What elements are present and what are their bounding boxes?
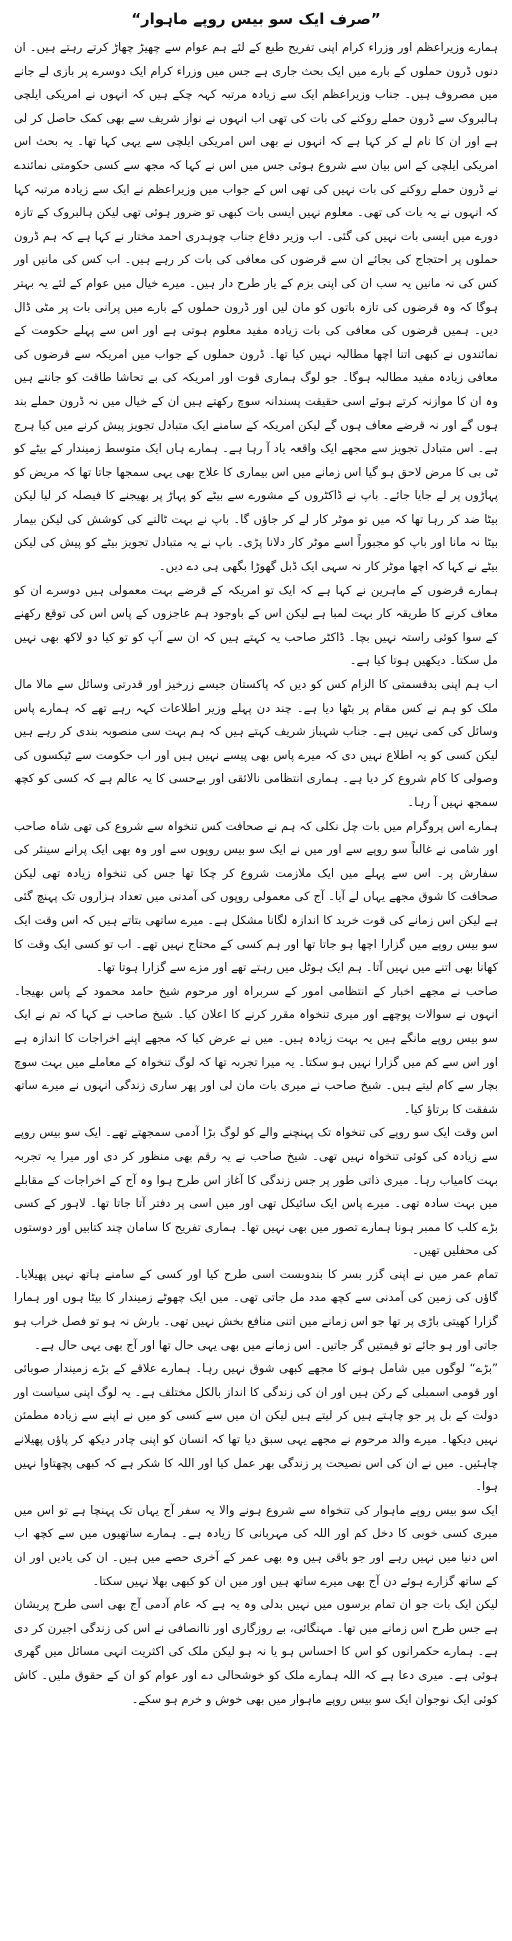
article-paragraph: ایک سو بیس روپے ماہوار کی تنخواہ سے شروع ہونے والا یہ سفر آج یہاں تک پہنچا ہے تو اس میں میری کسی خوبی کا دخل کم اور اللہ کی مہربانی کا زیادہ ہے۔ ہمارے ساتھیوں میں سے کچھ اب اس دنیا میں نہیں رہے اور جو باقی ہیں وہ بھی عمر کے آخری حصے میں ہیں۔ ان کی یادیں اور ان کے ساتھ گزارے ہوئے دن آج بھی میرے ساتھ ہیں اور میں ان کو کبھی بھلا نہیں سکتا۔ [14,1502,498,1588]
article-body [14,36,498,1711]
article-paragraph: لیکن ایک بات جو ان تمام برسوں میں نہیں بدلی وہ یہ ہے کہ عام آدمی آج بھی اسی طرح پریشان ہے جس طرح اس زمانے میں تھا۔ مہنگائی، بے روزگاری اور ناانصافی نے اس کی زندگی اجیرن کر دی ہے۔ ہمارے حکمرانوں کو اس کا احساس ہو یا نہ ہو لیکن ملک کی اکثریت انہی مسائل میں گھری ہوئی ہے۔ میری دعا ہے کہ اللہ ہمارے ملک کو خوشحالی دے اور عوام کو ان کے حقوق ملیں۔ کاش کوئی ایک نوجوان ایک سو بیس روپے ماہوار میں بھی خوش و خرم ہو سکے۔ [14,1597,498,1706]
article-paragraph: ہمارے اس پروگرام میں بات چل نکلی کہ ہم نے صحافت کس تنخواہ سے شروع کی تھی شاہ صاحب اور شامی نے غالباً سو روپے سے اور میں نے ایک سو بیس روپوں سے اور وہ بھی ایک پرانے سینئر کی سفارش پر۔ اس سے پہلے میں ایک ملازمت شروع کر چکا تھا جس کی تنخواہ زیادہ تھی لیکن صحافت کا شوق مجھے یہاں لے آیا۔ آج کی معمولی روپوں کی آمدنی میں تعداد ہزاروں تک پہنچ گئی ہے لیکن اس زمانے کی قوت خرید کا اندازہ لگانا مشکل ہے۔ میرے ساتھی بتاتے ہیں کہ اس وقت ایک سو بیس روپے میں گزارا اچھا ہو جاتا تھا اور ہم کسی کے محتاج نہیں تھے۔ اب تو کسی ایک وقت کا کھانا بھی اتنے میں نہیں آتا۔ ہم ایک ہوٹل میں رہتے تھے اور مزے سے گزارا ہوتا تھا۔ [14,818,498,975]
article-paragraph: ہمارے وزیراعظم اور وزراء کرام اپنی تفریح طبع کے لئے ہم عوام سے چھیڑ چھاڑ کرتے رہتے ہیں۔ ان دنوں ڈرون حملوں کے بارے میں ایک بحث جاری ہے جس میں وزراء کرام ایک دوسرے پر بازی لے جانے میں مصروف ہیں۔ جناب وزیراعظم ایک سے زیادہ مرتبہ کہہ چکے ہیں کہ انہوں نے امریکی ایلچی ہالبروک سے ڈرون حملے روکنے کی بات کی تھی اب انہوں نے نواز شریف سے بھی کمک حاصل کر لی ہے اور ان کا نام لے کر کہا ہے کہ انہوں نے بھی اس امریکی ایلچی سے یہی کہا تھا۔ یہ بحث اس امریکی ایلچی کے اس بیان سے شروع ہوئی جس میں اس نے کہا کہ مجھ سے کسی حکومتی نمائندے نے ڈرون حملے روکنے کی بات نہیں کی تھی اس کے جواب میں وزیراعظم نے ایک سے زیادہ مرتبہ کہا کہ انہوں نے یہ بات کی تھی۔ معلوم نہیں ایسی بات کبھی تو ضرور ہوئی تھی لیکن ہالبروک کے تازہ دورے میں ایسی بات نہیں کی گئی۔ اب وزیر دفاع جناب چوہدری احمد مختار نے کہا ہے کہ ہم ڈرون حملوں پر احتجاج کی بجائے ان سے قرضوں کی معافی کی بات کر رہے ہیں۔ اب کس کی مانیں اور کس کی نہ مانیں یہ سب ان کی اپنی بزم کے یار طرح دار ہیں۔ میرے خیال میں عوام کے لئے یہ بہتر ہوگا کہ وہ قرضوں کی تازہ باتوں کو مان لیں اور ڈرون حملوں کے بارے میں پرانی بات پر مٹی ڈال دیں۔ ہمیں قرضوں کی معافی کی بات زیادہ مفید معلوم ہوتی ہے اور اس سے پہلے حکومت کے نمائندوں نے کبھی اتنا اچھا مطالبہ نہیں کیا تھا۔ ڈرون حملوں کے جواب میں امریکہ سے قرضوں کی معافی زیادہ مفید مطالبہ ہوگا۔ جو لوگ ہماری قوت اور امریکہ کی بے تحاشا طاقت کو جانتے ہیں وہ ان کا موازنہ کرتے ہوئے اسی حقیقت پسندانہ سوچ رکھتے ہیں ان کے خیال میں نہ ڈرون حملے بند ہوں گے اور نہ قرضے معاف ہوں گے لیکن امریکہ کے سامنے ایک متبادل تجویز پیش کرنے میں کیا ہرج ہے۔ اس متبادل تجویز سے مجھے ایک واقعہ یاد آ رہا ہے۔ ہمارے ہاں ایک متوسط زمیندار کے بیٹے کو ٹی بی کا مرض لاحق ہو گیا اس زمانے میں اس بیماری کا علاج بھی یہی سمجھا جاتا تھا کہ مریض کو پہاڑوں پر لے جایا جائے۔ باپ نے ڈاکٹروں کے مشورے سے بیٹے کو پہاڑ پر بھیجنے کا فیصلہ کر لیا لیکن بیٹا ضد کر رہا تھا کہ میں تو موٹر کار لے کر جاؤں گا۔ باپ نے بہت ٹالنے کی کوشش کی لیکن بیمار بیٹا نہ مانا اور باپ کو مجبوراً اسے موٹر کار دلانا پڑی۔ باپ نے یہ متبادل تجویز بیٹے کو پیش کی لیکن بیٹے نے کہا کہ اچھا موٹر کار نہ سہی ایک ڈبل گھوڑا بگھی ہی دے دیں۔ [14,40,498,574]
article-headline: ”صرف ایک سو بیس روپے ماہوار“ [131,10,381,28]
article-paragraph: اب ہم اپنی بدقسمتی کا الزام کس کو دیں کہ پاکستان جیسے زرخیز اور قدرتی وسائل سے مالا مال ملک کو ہم نے کس مقام پر بٹھا دیا ہے۔ چند دن پہلے وزیر اطلاعات کہہ رہے تھے کہ ہمارے پاس وسائل کی کمی نہیں ہے۔ جناب شہباز شریف کہتے ہیں کہ ہم بہت سی منصوبہ بندی کر رہے ہیں لیکن کسی کو یہ اطلاع نہیں دی کہ میرے پاس بھی پیسے نہیں ہیں اور اب حکومت سے ٹیکسوں کی وصولی کا کام شروع کر دیا ہے۔ ہماری انتظامی نالائقی اور بےحسی کا یہ عالم ہے کہ کسی کو کچھ سمجھ نہیں آ رہا۔ [14,677,498,809]
article-paragraph: ”بڑے“ لوگوں میں شامل ہونے کا مجھے کبھی شوق نہیں رہا۔ ہمارے علاقے کے بڑے زمیندار صوبائی اور قومی اسمبلی کے رکن ہیں اور ان کی زندگی کا انداز بالکل مختلف ہے۔ یہ لوگ اپنی سیاست اور دولت کے بل پر جو چاہتے ہیں کر لیتے ہیں لیکن ان میں سے کسی کو میں نے اپنے سے زیادہ مطمئن نہیں دیکھا۔ میرے والد مرحوم نے مجھے یہی سبق دیا تھا کہ انسان کو اپنی چادر دیکھ کر پاؤں پھیلانے چاہئیں۔ میں نے ان کی اس نصیحت پر زندگی بھر عمل کیا اور اللہ کا شکر ہے کہ کبھی پچھتاوا نہیں ہوا۔ [14,1361,498,1494]
article-paragraph: تمام عمر میں نے اپنی گزر بسر کا بندوبست اسی طرح کیا اور کسی کے سامنے ہاتھ نہیں پھیلایا۔ گاؤں کی زمین کی آمدنی سے کچھ مدد مل جاتی تھی۔ میں ایک چھوٹے زمیندار کا بیٹا ہوں اور ہمارا گزارا کھیتی باڑی پر تھا جو اس زمانے میں اتنی منافع بخش نہیں تھی۔ بارش نہ ہو تو فصل خراب ہو جاتی اور ہو جائے تو قیمتیں گر جاتیں۔ اس زمانے میں بھی یہی حال تھا اور آج بھی یہی حال ہے۔ [14,1266,498,1352]
article-paragraph: صاحب نے مجھے اخبار کے انتظامی امور کے سربراہ اور مرحوم شیخ حامد محمود کے پاس بھیجا۔ انہوں نے سوالات پوچھے اور میری تنخواہ مقرر کرنے کا اعلان کیا۔ شیخ صاحب نے کہا کہ تم نے ایک سو بیس روپے مانگے ہیں یہ بہت زیادہ ہیں۔ میں نے عرض کیا کہ مجھے اپنے اخراجات کا اندازہ ہے اور اس سے کم میں گزارا نہیں ہو سکتا۔ یہ میرا تجربہ تھا کہ لوگ تنخواہ کے معاملے میں بہت سوچ بچار سے کام لیتے ہیں۔ شیخ صاحب نے میری بات مان لی اور پھر ساری زندگی انہوں نے میرے ساتھ شفقت کا برتاؤ کیا۔ [14,983,498,1116]
article-paragraph: اس وقت ایک سو روپے کی تنخواہ تک پہنچنے والے کو لوگ بڑا آدمی سمجھتے تھے۔ ایک سو بیس روپے سے زیادہ کی کوئی تنخواہ نہیں تھی۔ شیخ صاحب نے یہ رقم بھی منظور کر دی اور میرا یہ تجربہ بہت کامیاب رہا۔ میری ذاتی طور پر جس زندگی کا آغاز اس طرح ہوا وہ آج کے اخراجات کے مقابلے میں بہت سادہ تھی۔ میرے پاس ایک سائیکل تھی اور میں اسی پر دفتر آتا جاتا تھا۔ لاہور کے کسی بڑے کلب کا ممبر ہونا ہمارے تصور میں بھی نہیں تھا۔ ہماری تفریح کا سامان چند کتابیں اور دوستوں کی محفلیں تھیں۔ [14,1125,498,1258]
article-paragraph: ہمارے قرضوں کے ماہرین نے کہا ہے کہ ایک تو امریکہ کے قرضے بہت معمولی ہیں دوسرے ان کو معاف کرنے کا طریقہ کار بہت لمبا ہے لیکن اس کے باوجود ہم عاجزوں کے پاس اس کی توقع رکھنے کے سوا کوئی راستہ نہیں بچا۔ ڈاکٹر صاحب یہ کہتے ہیں کہ ان سے آپ کو تو کیا دو لاکھ بھی نہیں مل سکتا۔ دیکھیں ہوتا کیا ہے۔ [14,582,498,668]
